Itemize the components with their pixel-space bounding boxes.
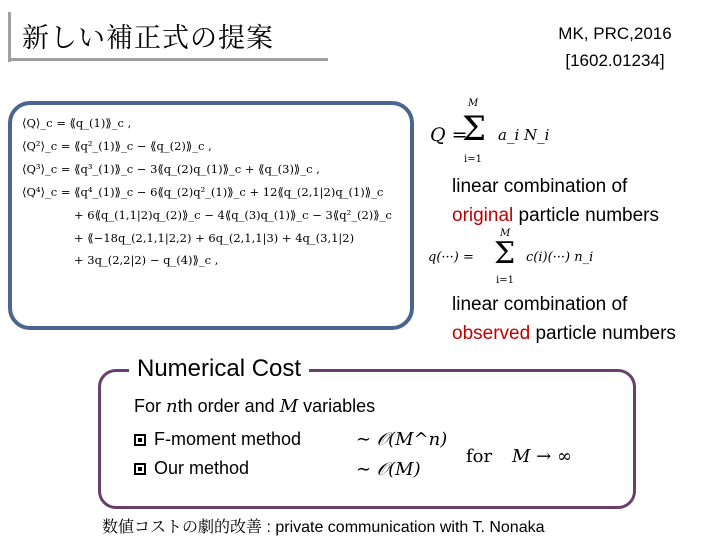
- bullet-square-icon: [134, 463, 146, 475]
- cost-item-ours: [134, 458, 249, 479]
- equation-line-1: ⟨Q⟩_c = ⟪q_(1)⟫_c ,: [22, 116, 132, 130]
- title-rule-vertical: [8, 12, 11, 62]
- q-coef-lower: i=1: [496, 275, 514, 286]
- cost-intro: [134, 396, 375, 417]
- description-original: [452, 172, 659, 230]
- q-coef-lhs: q(···) =: [428, 250, 474, 265]
- q-sum-term: a_i N_i: [498, 126, 550, 144]
- cost-intro-mid: th order and: [177, 396, 280, 416]
- q-sum-sigma: Σ: [462, 109, 487, 149]
- reference-line2: [1602.01234]: [565, 51, 665, 70]
- description-observed-rest: particle numbers: [530, 323, 676, 344]
- description-observed-line1: linear combination of: [452, 294, 628, 315]
- equation-line-7: + 3q_(2,2|2) − q_(4)⟫_c ,: [74, 253, 219, 268]
- equation-line-5: + 6⟪q_(1,1|2)q_(2)⟫_c − 4⟪q_(3)q_(1)⟫_c − 3⟪q²_(2)⟫_c: [74, 207, 392, 222]
- highlight-observed: observed: [452, 323, 531, 344]
- description-observed-line2: [452, 319, 676, 348]
- equation-line-6: + ⟪−18q_(2,1,1|2,2) + 6q_(2,1,1|3) + 4q_(3,1|2): [74, 230, 355, 245]
- cost-item2-formula: ∼ 𝒪(M): [356, 459, 421, 480]
- footer-note: 数値コストの劇的改善 : private communication with T. Nonaka: [102, 519, 545, 536]
- cost-item1-formula: ∼ 𝒪(M^n): [356, 429, 448, 450]
- cumulant-equations: [22, 112, 402, 272]
- cost-intro-for: For: [134, 396, 167, 416]
- reference: [530, 20, 700, 74]
- q-coef-term: c(i)(···) n_i: [526, 250, 594, 265]
- formula-q-coef: [428, 228, 594, 290]
- cost-limit-for: for: [466, 446, 493, 467]
- description-observed: [452, 290, 676, 348]
- cost-item-fmoment: [134, 429, 301, 450]
- q-sum-upper: M: [468, 98, 479, 109]
- slide-title: 新しい補正式の提案: [22, 23, 274, 54]
- cost-item1-label: F-moment method: [154, 429, 302, 449]
- bullet-square-icon: [134, 434, 146, 446]
- description-original-line2: [452, 201, 659, 230]
- cost-intro-M: M: [279, 396, 299, 417]
- formula-q-sum: [430, 98, 550, 170]
- equation-line-3: ⟨Q³⟩_c = ⟪q³_(1)⟫_c − 3⟪q_(2)q_(1)⟫_c + ⟪q_(3)⟫_c ,: [22, 161, 320, 176]
- cost-item2-label: Our method: [154, 458, 250, 478]
- cost-intro-end: variables: [298, 396, 376, 416]
- cost-limit-expr: M → ∞: [512, 446, 572, 467]
- equation-line-2: ⟨Q²⟩_c = ⟪q²_(1)⟫_c − ⟪q_(2)⟫_c ,: [22, 138, 212, 153]
- cost-intro-n: n: [166, 396, 178, 417]
- q-coef-upper: M: [500, 228, 511, 239]
- numerical-cost-label: Numerical Cost: [129, 355, 309, 383]
- reference-line1: MK, PRC,2016: [558, 24, 672, 43]
- equation-line-4: ⟨Q⁴⟩_c = ⟪q⁴_(1)⟫_c − 6⟪q_(2)q²_(1)⟫_c + 12⟪q_(2,1|2)q_(1)⟫_c: [22, 184, 384, 199]
- description-original-line1: linear combination of: [452, 176, 628, 197]
- q-sum-lower: i=1: [464, 154, 482, 165]
- description-original-rest: particle numbers: [513, 205, 659, 226]
- q-coef-sigma: Σ: [494, 236, 516, 271]
- q-sum-lhs: Q =: [430, 124, 468, 146]
- title-rule-horizontal: [8, 58, 328, 61]
- highlight-original: original: [452, 205, 514, 226]
